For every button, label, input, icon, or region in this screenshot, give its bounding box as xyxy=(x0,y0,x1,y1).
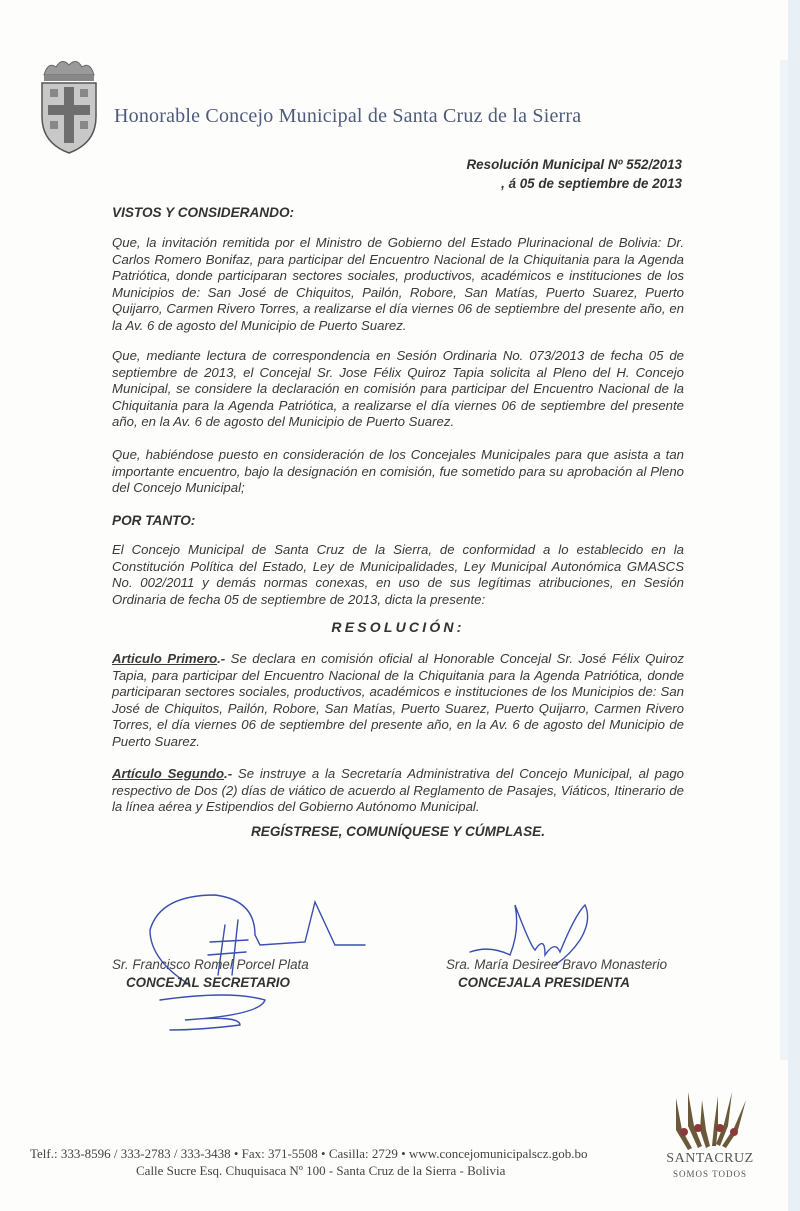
article-second xyxy=(112,766,684,816)
article-second-text: Se instruye a la Secretaría Administrativa del Concejo Municipal, al pago respectivo de Dos (2) días de viático de acuerdo al Reglamento de Pasajes, Viáticos, Itinerario de la línea aérea y Estipendios del Gobierno Autónomo Municipal. xyxy=(112,766,684,814)
resolution-number: Resolución Municipal Nº 552/2013 xyxy=(466,157,682,172)
closing-statement: REGÍSTRESE, COMUNÍQUESE Y CÚMPLASE. xyxy=(250,824,546,839)
vistos-paragraph-2: Que, mediante lectura de correspondencia en Sesión Ordinaria No. 073/2013 de fecha 05 de septiembre de 2013, el Concejal Sr. Jose Félix Quiroz Tapia solicita al Pleno del H. Concejo Municipal, se considere la declaración en comisión para participar del Encuentro Nacional de la Chiquitania para la Agenda Patriótica, a realizarse el día viernes 06 de septiembre del presente año, en la Av. 6 de agosto del Municipio de Puerto Suarez. xyxy=(112,348,684,429)
resolucion-title: RESOLUCIÓN: xyxy=(331,619,465,635)
por-tanto-heading: POR TANTO: xyxy=(112,513,196,528)
vistos-paragraph-3: Que, habiéndose puesto en consideración de los Concejales Municipales para que asista a tan importante encuentro, bajo la designación en comisión, fue sometido para su aprobación al Pleno del Concejo Municipal; xyxy=(112,447,684,495)
article-second-label: Artículo Segundo xyxy=(112,766,225,781)
coat-of-arms-icon xyxy=(36,55,102,155)
organization-title: Honorable Concejo Municipal de Santa Cruz de la Sierra xyxy=(114,105,582,127)
article-second-separator: .- xyxy=(224,766,238,781)
resolution-date: , á 05 de septiembre de 2013 xyxy=(501,176,682,191)
logo-text-main: SANTACRUZ xyxy=(666,1151,754,1166)
article-first-text: Se declara en comisión oficial al Honorable Concejal Sr. José Félix Quiroz Tapia, para participar del Encuentro Nacional de la Chiquitania para la Agenda Patriótica, donde participaran sectores sociales, productivos, académicos e instituciones de los Municipios de: San José de Chiquitos, Pailón, Robore, San Matías, Puerto Suarez, Puerto Quijarro, Carmen Rivero Torres, el día viernes 06 de septiembre del presente año, en la Av. 6 de agosto del Municipio de Puerto Suarez. xyxy=(112,651,684,749)
footer-contact: Telf.: 333-8596 / 333-2783 / 333-3438 • Fax: 371-5508 • Casilla: 2729 • www.concejomunicipalscz.gob.bo xyxy=(30,1146,588,1161)
right-signature-stroke xyxy=(470,905,588,965)
por-tanto-paragraph: El Concejo Municipal de Santa Cruz de la Sierra, de conformidad a lo establecido en la Constitución Política del Estado, Ley de Municipalidades, Ley Municipal Autonómica GMASCS No. 002/2011 y demás normas conexas, en uso de sus legítimas atribuciones, en Sesión Ordinaria de fecha 05 de septiembre de 2013, dicta la presente: xyxy=(112,542,684,607)
resolution-header xyxy=(467,155,683,193)
scan-edge-artifact xyxy=(750,0,800,1211)
left-signer-role: CONCEJAL SECRETARIO xyxy=(126,975,290,990)
vistos-paragraph-1: Que, la invitación remitida por el Ministro de Gobierno del Estado Plurinacional de Bolivia: Dr. Carlos Romero Bonifaz, para participar del Encuentro Nacional de la Chiquitania para la Agenda Patriótica, donde participaran sectores sociales, productivos, académicos e instituciones de los Municipios de: San José de Chiquitos, Pailón, Robore, San Matías, Puerto Suarez, Puerto Quijarro, Carmen Rivero Torres, a realizarse el día viernes 06 de septiembre del presente año, en la Av. 6 de agosto del Municipio de Puerto Suarez. xyxy=(112,235,684,333)
vistos-heading: VISTOS Y CONSIDERANDO: xyxy=(112,205,295,220)
article-first xyxy=(112,651,684,750)
logo-text-sub: SOMOS TODOS xyxy=(673,1169,747,1179)
right-signer-name: Sra. María Desiree Bravo Monasterio xyxy=(446,957,668,972)
right-signer-role: CONCEJALA PRESIDENTA xyxy=(458,975,630,990)
article-first-label: Articulo Primero xyxy=(112,651,218,666)
left-signer-name: Sr. Francisco Romel Porcel Plata xyxy=(112,957,309,972)
article-first-separator: .- xyxy=(217,651,231,666)
footer-address: Calle Sucre Esq. Chuquisaca Nº 100 - Santa Cruz de la Sierra - Bolivia xyxy=(136,1163,506,1178)
